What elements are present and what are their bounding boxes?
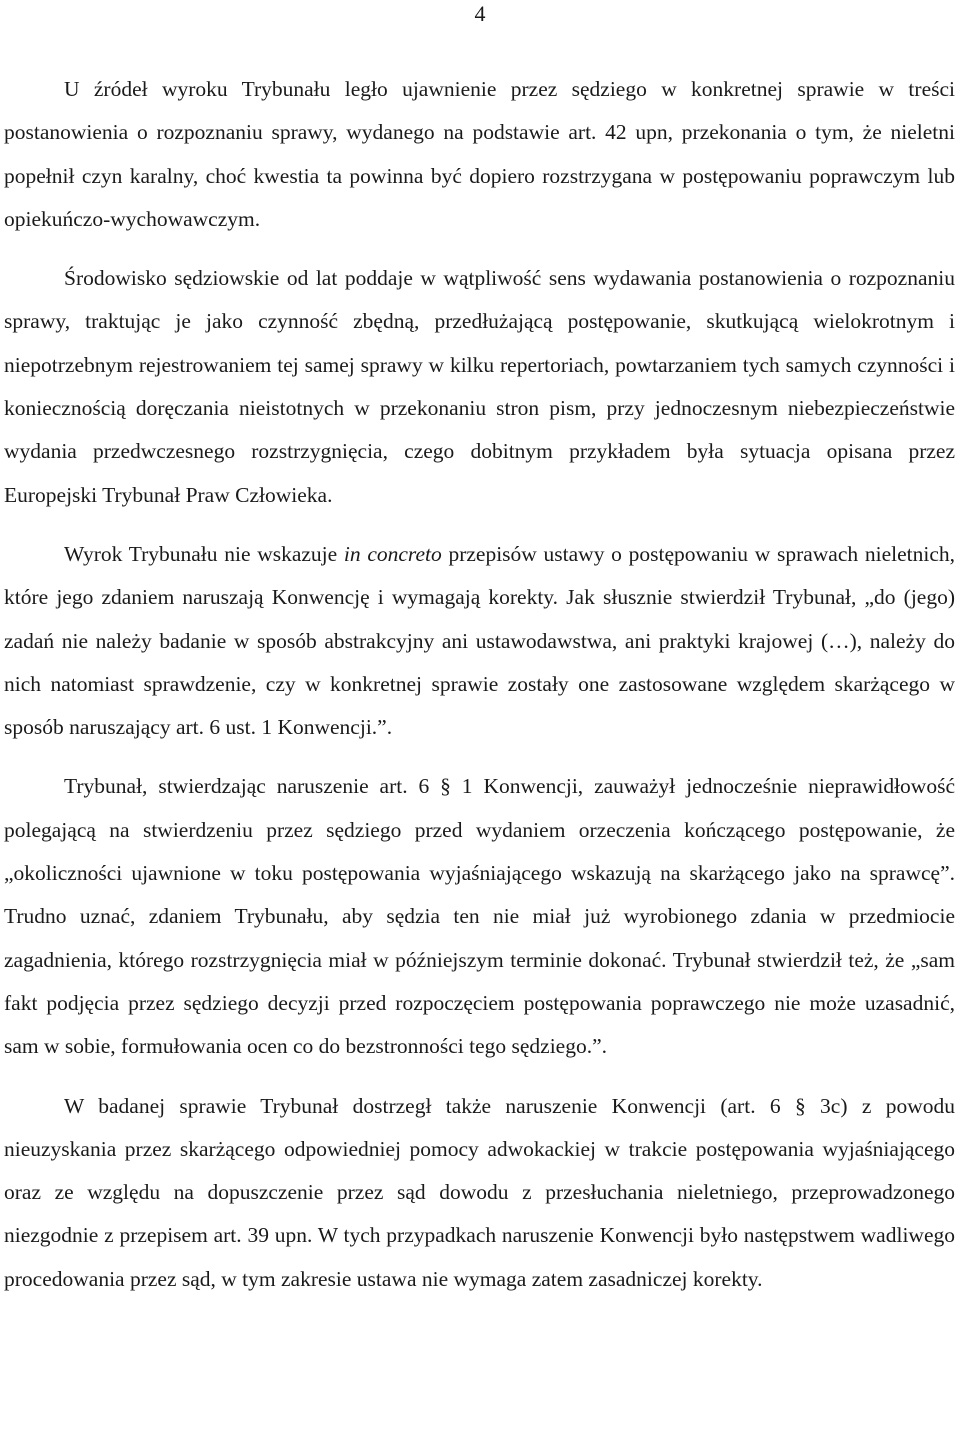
paragraph-1: U źródeł wyroku Trybunału legło ujawnienie przez sędziego w konkretnej sprawie w treści postanowienia o rozpoznaniu sprawy, wydanego na podstawie art. 42 upn, przekonania o tym, że nieletni popełnił czyn karalny, choć kwestia ta powinna być dopiero rozstrzygana w postępowaniu poprawczym lub opiekuńczo-wychowawczym. (4, 77, 955, 231)
document-body (4, 68, 955, 1317)
paragraph-4: Trybunał, stwierdzając naruszenie art. 6 § 1 Konwencji, zauważył jednocześnie nieprawidłowość polegającą na stwierdzeniu przez sędziego przed wydaniem orzeczenia kończącego postępowanie, że „okoliczności ujawnione w toku postępowania wyjaśniającego wskazują na skarżącego jako na sprawcę”. Trudno uznać, zdaniem Trybunału, aby sędzia ten nie miał już wyrobionego zdania w przedmiocie zagadnienia, którego rozstrzygnięcia miał w późniejszym terminie dokonać. Trybunał stwierdził też, że „sam fakt podjęcia przez sędziego decyzji przed rozpoczęciem postępowania poprawczego nie może uzasadnić, sam w sobie, formułowania ocen co do bezstronności tego sędziego.”. (4, 774, 955, 1059)
paragraph-3-text-after: przepisów ustawy o postępowaniu w sprawach nieletnich, które jego zdaniem naruszają Konwencję i wymagają korekty. Jak słusznie stwierdził Trybunał, „do (jego) zadań nie należy badanie w sposób abstrakcyjny ani ustawodawstwa, ani praktyki krajowej (…), należy do nich natomiast sprawdzenie, czy w konkretnej sprawie zostały one zastosowane względem skarżącego w sposób naruszający art. 6 ust. 1 Konwencji.”. (4, 541, 955, 740)
paragraph-2: Środowisko sędziowskie od lat poddaje w wątpliwość sens wydawania postanowienia o rozpoznaniu sprawy, traktując je jako czynność zbędną, przedłużającą postępowanie, skutkującą wielokrotnym i niepotrzebnym rejestrowaniem tej samej sprawy w kilku repertoriach, powtarzaniem tych samych czynności i koniecznością doręczania nieistotnych w przekonaniu stron pism, przy jednoczesnym niebezpieczeństwie wydania przedwczesnego rozstrzygnięcia, czego dobitnym przykładem była sytuacja opisana przez Europejski Trybunał Praw Człowieka. (4, 266, 955, 507)
paragraph-5: W badanej sprawie Trybunał dostrzegł także naruszenie Konwencji (art. 6 § 3c) z powodu nieuzyskania przez skarżącego odpowiedniej pomocy adwokackiej w trakcie postępowania wyjaśniającego oraz ze względu na dopuszczenie przez sąd dowodu z przesłuchania nieletniego, przeprowadzonego niezgodnie z przepisem art. 39 upn. W tych przypadkach naruszenie Konwencji było następstwem wadliwego procedowania przez sąd, w tym zakresie ustawa nie wymaga zatem zasadniczej korekty. (4, 1093, 955, 1291)
paragraph-3-text-before: Wyrok Trybunału nie wskazuje (64, 541, 344, 566)
paragraph-3 (4, 533, 955, 749)
page-number: 4 (474, 1, 486, 26)
paragraph-3-italic-term: in concreto (343, 541, 442, 566)
